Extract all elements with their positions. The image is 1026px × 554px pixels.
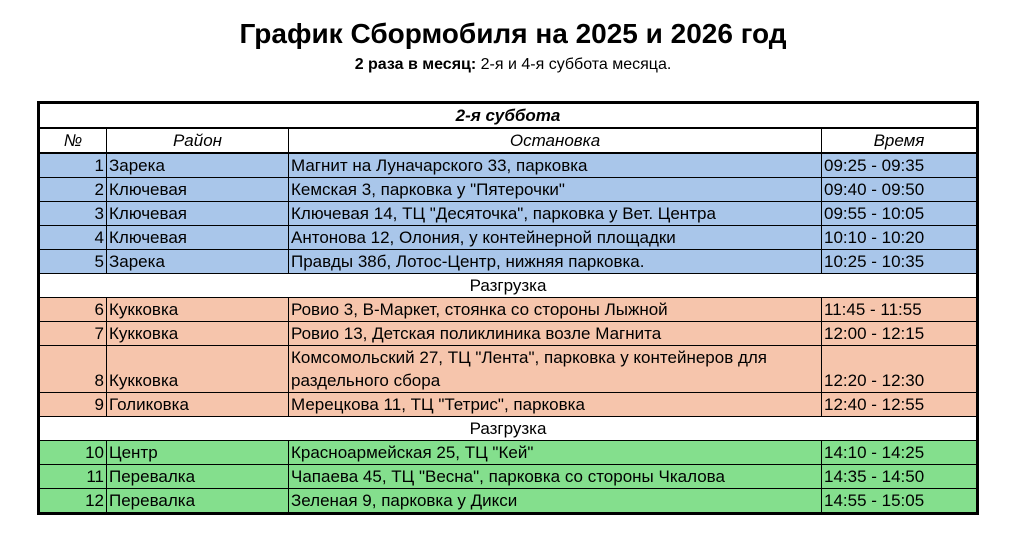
row-number: 1 bbox=[39, 153, 107, 178]
table-band-row bbox=[39, 103, 978, 129]
row-district: Перевалка bbox=[107, 465, 289, 489]
row-district: Голиковка bbox=[107, 393, 289, 417]
row-stop: Ровио 13, Детская поликлиника возле Магнита bbox=[289, 322, 822, 346]
unloading-separator-row bbox=[39, 274, 978, 298]
row-number: 5 bbox=[39, 250, 107, 274]
table-row bbox=[39, 226, 978, 250]
table-row bbox=[39, 393, 978, 417]
row-district: Ключевая bbox=[107, 202, 289, 226]
band-title: 2-я суббота bbox=[39, 103, 978, 129]
row-number: 9 bbox=[39, 393, 107, 417]
row-time: 09:25 - 09:35 bbox=[822, 153, 978, 178]
table-row bbox=[39, 298, 978, 322]
row-district: Кукковка bbox=[107, 322, 289, 346]
table-row bbox=[39, 202, 978, 226]
row-time: 12:40 - 12:55 bbox=[822, 393, 978, 417]
row-stop: Ключевая 14, ТЦ "Десяточка", парковка у Вет. Центра bbox=[289, 202, 822, 226]
row-time: 14:35 - 14:50 bbox=[822, 465, 978, 489]
unloading-separator-row bbox=[39, 417, 978, 441]
page-subtitle bbox=[0, 54, 1026, 76]
column-header-number: № bbox=[39, 128, 107, 153]
row-stop: Комсомольский 27, ТЦ "Лента", парковка у контейнеров для раздельного сбора bbox=[289, 346, 822, 393]
row-number: 11 bbox=[39, 465, 107, 489]
table-row bbox=[39, 489, 978, 514]
table-row bbox=[39, 465, 978, 489]
table-row bbox=[39, 441, 978, 465]
row-stop: Ровио 3, В-Маркет, стоянка со стороны Лыжной bbox=[289, 298, 822, 322]
schedule-table bbox=[37, 101, 979, 515]
row-number: 7 bbox=[39, 322, 107, 346]
row-stop: Красноармейская 25, ТЦ "Кей" bbox=[289, 441, 822, 465]
row-number: 6 bbox=[39, 298, 107, 322]
row-stop: Правды 38б, Лотос-Центр, нижняя парковка. bbox=[289, 250, 822, 274]
row-district: Перевалка bbox=[107, 489, 289, 514]
row-time: 12:20 - 12:30 bbox=[822, 346, 978, 393]
table-row bbox=[39, 346, 978, 393]
row-stop: Магнит на Луначарского 33, парковка bbox=[289, 153, 822, 178]
row-district: Ключевая bbox=[107, 178, 289, 202]
row-district: Зарека bbox=[107, 153, 289, 178]
row-district: Зарека bbox=[107, 250, 289, 274]
row-time: 09:40 - 09:50 bbox=[822, 178, 978, 202]
row-number: 2 bbox=[39, 178, 107, 202]
row-district: Центр bbox=[107, 441, 289, 465]
column-header-stop: Остановка bbox=[289, 128, 822, 153]
row-time: 10:25 - 10:35 bbox=[822, 250, 978, 274]
row-time: 10:10 - 10:20 bbox=[822, 226, 978, 250]
subtitle-frequency: 2 раза в месяц: bbox=[354, 56, 477, 73]
table-row bbox=[39, 153, 978, 178]
row-district: Кукковка bbox=[107, 298, 289, 322]
row-stop: Кемская 3, парковка у "Пятерочки" bbox=[289, 178, 822, 202]
column-header-district: Район bbox=[107, 128, 289, 153]
column-header-time: Время bbox=[822, 128, 978, 153]
row-number: 12 bbox=[39, 489, 107, 514]
table-header-row bbox=[39, 128, 978, 153]
row-time: 11:45 - 11:55 bbox=[822, 298, 978, 322]
page-title: График Сбормобиля на 2025 и 2026 год bbox=[239, 18, 787, 49]
row-number: 3 bbox=[39, 202, 107, 226]
subtitle-days: 2-я и 4-я суббота месяца. bbox=[476, 56, 672, 73]
table-row bbox=[39, 178, 978, 202]
row-time: 09:55 - 10:05 bbox=[822, 202, 978, 226]
table-row bbox=[39, 250, 978, 274]
table-row bbox=[39, 322, 978, 346]
unloading-label: Разгрузка bbox=[39, 417, 978, 441]
row-stop: Мерецкова 11, ТЦ "Тетрис", парковка bbox=[289, 393, 822, 417]
row-stop: Зеленая 9, парковка у Дикси bbox=[289, 489, 822, 514]
row-district: Ключевая bbox=[107, 226, 289, 250]
row-number: 8 bbox=[39, 346, 107, 393]
row-time: 12:00 - 12:15 bbox=[822, 322, 978, 346]
unloading-label: Разгрузка bbox=[39, 274, 978, 298]
row-number: 4 bbox=[39, 226, 107, 250]
row-number: 10 bbox=[39, 441, 107, 465]
row-stop: Антонова 12, Олония, у контейнерной площадки bbox=[289, 226, 822, 250]
row-time: 14:55 - 15:05 bbox=[822, 489, 978, 514]
row-district: Кукковка bbox=[107, 346, 289, 393]
row-time: 14:10 - 14:25 bbox=[822, 441, 978, 465]
row-stop: Чапаева 45, ТЦ "Весна", парковка со стороны Чкалова bbox=[289, 465, 822, 489]
